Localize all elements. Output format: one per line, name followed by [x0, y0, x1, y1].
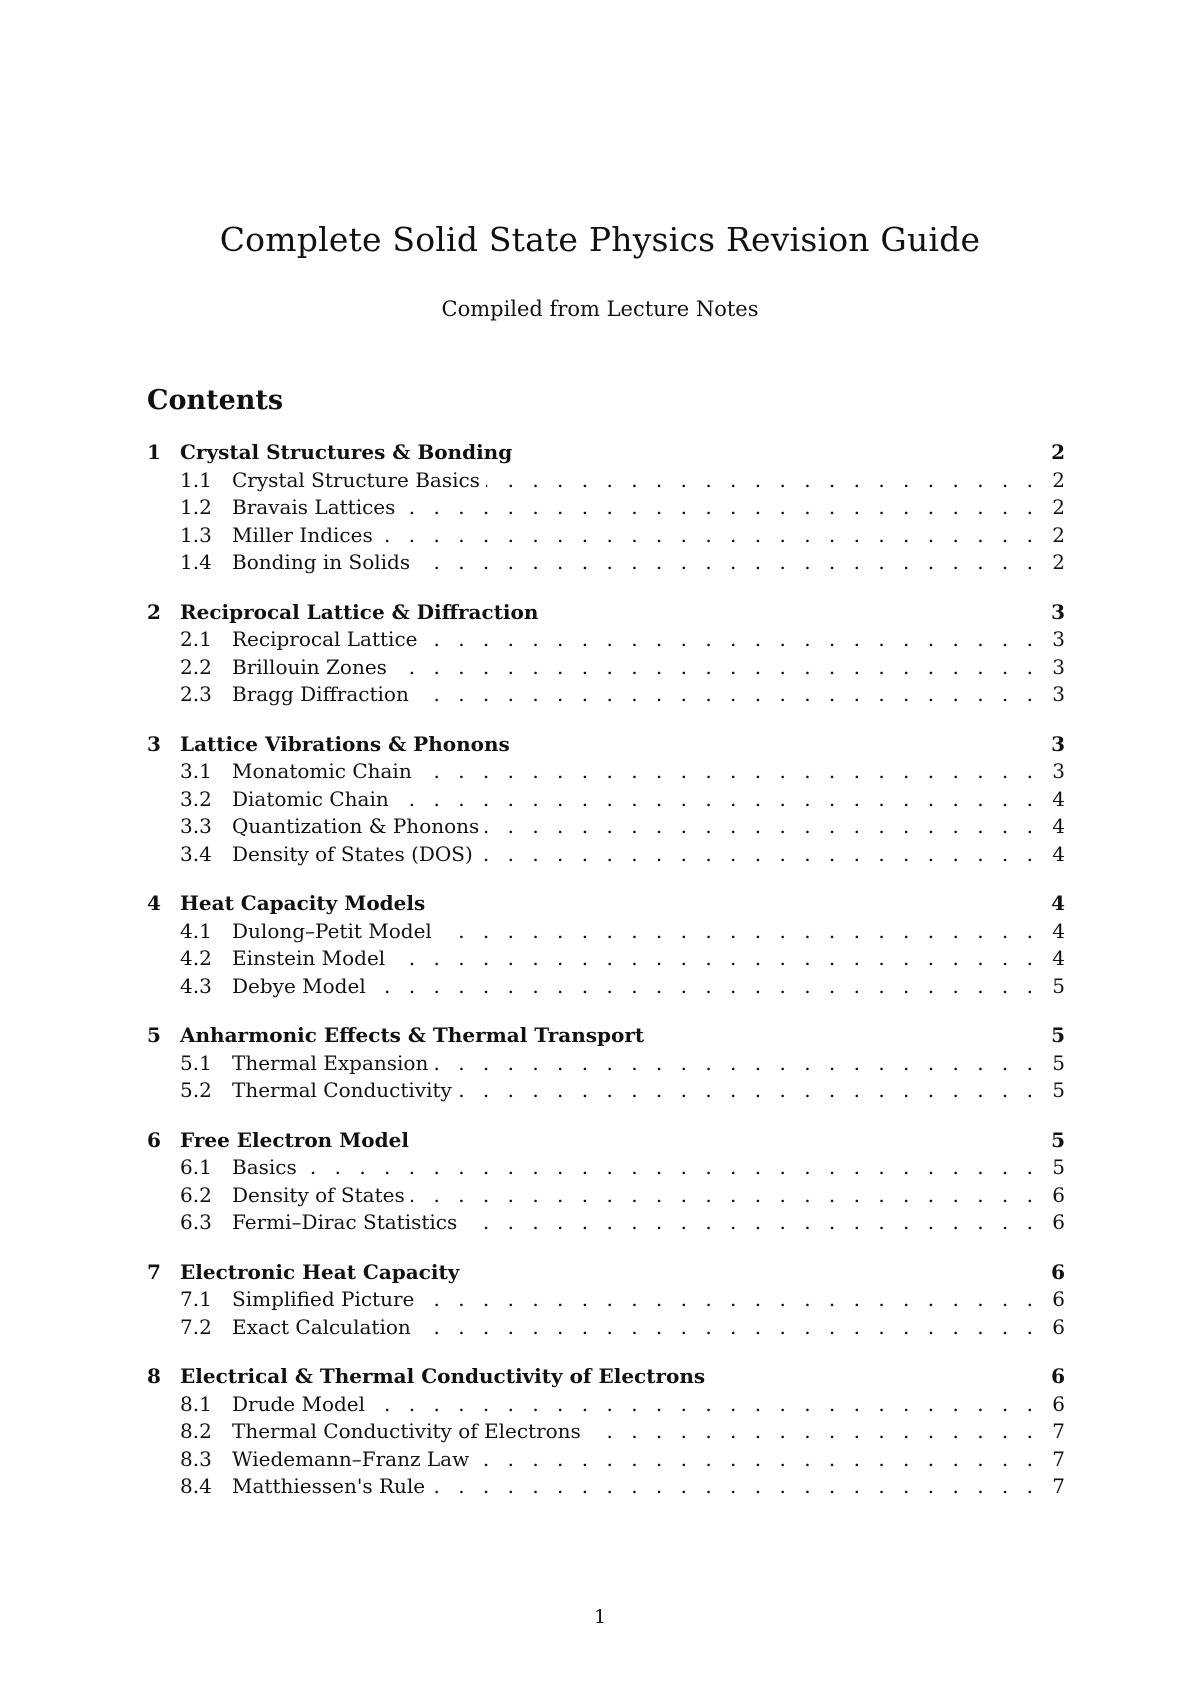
- toc-subsection-label: Exact Calculation: [232, 1314, 411, 1339]
- toc-chapter-number: 7: [147, 1259, 161, 1284]
- toc-subsection-label: Fermi–Dirac Statistics: [232, 1210, 458, 1234]
- toc-subsection-label: Einstein Model: [232, 946, 386, 970]
- toc-subsection-page: 2: [1052, 495, 1065, 519]
- toc-chapter-number: 3: [147, 731, 161, 756]
- toc-section: [147, 600, 1065, 710]
- toc-subsection-label: Wiedemann–Franz Law: [232, 1446, 470, 1471]
- toc-subsection-page: 3: [1052, 627, 1065, 651]
- toc-subsection-entry[interactable]: [147, 974, 1065, 1002]
- toc-subsection-page: 3: [1052, 759, 1065, 783]
- toc-leader-dots: [393, 655, 1039, 679]
- toc-leader-dots: [416, 550, 1039, 574]
- toc-subsection-entry[interactable]: [147, 1447, 1065, 1475]
- toc-subsection-entry[interactable]: [147, 550, 1065, 578]
- toc-subsection-number: 8.2: [180, 1419, 212, 1443]
- toc-subsection-number: 2.2: [180, 654, 212, 679]
- toc-subsection-page: 2: [1052, 467, 1065, 492]
- toc-subsection-number: 2.3: [180, 682, 212, 706]
- toc-subsection-entry[interactable]: [147, 1315, 1065, 1343]
- toc-subsection-number: 3.2: [180, 786, 212, 811]
- toc-subsection-page: 2: [1052, 522, 1065, 547]
- toc-chapter-page: 5: [1051, 1127, 1065, 1152]
- toc-subsection-number: 6.2: [180, 1182, 212, 1207]
- toc-subsection-label: Matthiessen's Rule: [232, 1474, 426, 1498]
- toc-subsection-entry[interactable]: [147, 1287, 1065, 1315]
- toc-subsection-entry[interactable]: [147, 1474, 1065, 1502]
- toc-subsection-number: 8.3: [180, 1446, 212, 1471]
- toc-subsection-number: 7.2: [180, 1314, 212, 1339]
- toc-leader-dots: [417, 1315, 1039, 1339]
- toc-subsection-label: Density of States (DOS): [232, 841, 473, 866]
- toc-subsection-page: 3: [1052, 654, 1065, 679]
- toc-subsection-page: 3: [1052, 682, 1065, 706]
- toc-subsection-page: 7: [1052, 1474, 1065, 1498]
- toc-subsection-number: 8.1: [180, 1391, 212, 1416]
- toc-chapter-number: 1: [147, 440, 161, 464]
- toc-subsection-label: Bonding in Solids: [232, 550, 411, 574]
- toc-chapter-page: 3: [1051, 731, 1065, 756]
- toc-subsection-page: 4: [1052, 786, 1065, 811]
- toc-chapter-number: 8: [147, 1364, 161, 1388]
- toc-chapter-number: 6: [147, 1127, 161, 1152]
- toc-leader-dots: [401, 495, 1039, 519]
- toc-subsection-entry[interactable]: [147, 1155, 1065, 1183]
- toc-subsection-page: 2: [1052, 550, 1065, 574]
- toc-chapter-entry[interactable]: [147, 600, 1065, 628]
- toc-section: [147, 1128, 1065, 1238]
- toc-subsection-label: Bravais Lattices: [232, 495, 396, 519]
- document-subtitle: Compiled from Lecture Notes: [441, 297, 759, 321]
- toc-leader-dots: [379, 523, 1039, 547]
- toc-leader-dots: [486, 468, 1039, 492]
- toc-chapter-label: Lattice Vibrations & Phonons: [180, 731, 510, 756]
- toc-subsection-label: Thermal Conductivity of Electrons: [232, 1419, 581, 1443]
- toc-leader-dots: [463, 1210, 1039, 1234]
- toc-subsection-page: 5: [1052, 973, 1065, 998]
- toc-subsection-entry[interactable]: [147, 1392, 1065, 1420]
- toc-subsection-entry[interactable]: [147, 1078, 1065, 1106]
- toc-subsection-entry[interactable]: [147, 655, 1065, 683]
- toc-chapter-page: 4: [1051, 891, 1065, 915]
- toc-section: [147, 891, 1065, 1001]
- toc-chapter-label: Crystal Structures & Bonding: [180, 440, 513, 464]
- toc-subsection-entry[interactable]: [147, 1210, 1065, 1238]
- toc-subsection-number: 6.1: [180, 1155, 212, 1179]
- contents-heading: Contents: [147, 385, 284, 416]
- toc-leader-dots: [415, 682, 1039, 706]
- toc-leader-dots: [395, 787, 1039, 811]
- toc-chapter-entry[interactable]: [147, 1260, 1065, 1288]
- toc-subsection-page: 7: [1052, 1446, 1065, 1471]
- toc-subsection-entry[interactable]: [147, 495, 1065, 523]
- toc-chapter-number: 5: [147, 1023, 161, 1047]
- toc-subsection-entry[interactable]: [147, 946, 1065, 974]
- toc-chapter-number: 4: [147, 891, 161, 915]
- toc-subsection-entry[interactable]: [147, 842, 1065, 870]
- toc-subsection-number: 1.4: [180, 550, 212, 574]
- toc-section: [147, 732, 1065, 870]
- toc-subsection-label: Brillouin Zones: [232, 654, 387, 679]
- toc-subsection-page: 4: [1052, 841, 1065, 866]
- toc-leader-dots: [475, 1447, 1039, 1471]
- toc-subsection-label: Density of States: [232, 1182, 405, 1207]
- toc-leader-dots: [458, 1078, 1039, 1102]
- toc-subsection-entry[interactable]: [147, 919, 1065, 947]
- toc-chapter-label: Anharmonic Effects & Thermal Transport: [180, 1023, 645, 1047]
- toc-subsection-label: Debye Model: [232, 973, 366, 998]
- toc-subsection-number: 3.4: [180, 841, 212, 866]
- toc-subsection-label: Bragg Diffraction: [232, 682, 409, 706]
- toc-chapter-number: 2: [147, 599, 161, 624]
- toc-leader-dots: [372, 974, 1039, 998]
- page-number: 1: [593, 1606, 607, 1628]
- toc-chapter-page: 5: [1051, 1023, 1065, 1047]
- toc-chapter-page: 3: [1051, 599, 1065, 624]
- toc-subsection-page: 5: [1052, 1078, 1065, 1102]
- toc-chapter-page: 6: [1051, 1364, 1065, 1388]
- toc-subsection-entry[interactable]: [147, 523, 1065, 551]
- toc-subsection-entry[interactable]: [147, 814, 1065, 842]
- toc-subsection-number: 1.3: [180, 522, 212, 547]
- toc-subsection-label: Basics: [232, 1155, 297, 1179]
- toc-subsection-number: 1.1: [180, 467, 212, 492]
- toc-chapter-label: Electrical & Thermal Conductivity of Electrons: [180, 1364, 706, 1388]
- toc-subsection-entry[interactable]: [147, 682, 1065, 710]
- toc-leader-dots: [587, 1419, 1039, 1443]
- toc-chapter-entry[interactable]: [147, 1364, 1065, 1392]
- toc-chapter-entry[interactable]: [147, 1128, 1065, 1156]
- toc-chapter-page: 6: [1051, 1259, 1065, 1284]
- toc-leader-dots: [434, 1051, 1039, 1075]
- toc-chapter-label: Free Electron Model: [180, 1127, 409, 1152]
- toc-subsection-page: 6: [1052, 1314, 1065, 1339]
- toc-subsection-entry[interactable]: [147, 1183, 1065, 1211]
- table-of-contents: [147, 440, 1065, 1524]
- toc-subsection-number: 6.3: [180, 1210, 212, 1234]
- toc-subsection-page: 5: [1052, 1155, 1065, 1179]
- toc-section: [147, 1364, 1065, 1502]
- toc-chapter-label: Reciprocal Lattice & Diffraction: [180, 599, 539, 624]
- toc-subsection-page: 4: [1052, 946, 1065, 970]
- toc-subsection-page: 6: [1052, 1287, 1065, 1311]
- toc-subsection-number: 4.3: [180, 973, 212, 998]
- toc-subsection-entry[interactable]: [147, 1419, 1065, 1447]
- toc-section: [147, 440, 1065, 578]
- toc-leader-dots: [479, 842, 1039, 866]
- toc-chapter-entry[interactable]: [147, 440, 1065, 468]
- toc-subsection-label: Crystal Structure Basics: [232, 467, 480, 492]
- toc-subsection-entry[interactable]: [147, 1051, 1065, 1079]
- toc-subsection-label: Thermal Expansion: [232, 1050, 429, 1075]
- toc-subsection-label: Miller Indices: [232, 522, 373, 547]
- toc-subsection-entry[interactable]: [147, 787, 1065, 815]
- toc-subsection-number: 2.1: [180, 627, 212, 651]
- toc-subsection-entry[interactable]: [147, 627, 1065, 655]
- toc-chapter-label: Heat Capacity Models: [180, 891, 426, 915]
- toc-subsection-page: 6: [1052, 1391, 1065, 1416]
- toc-subsection-label: Diatomic Chain: [232, 786, 389, 811]
- toc-section: [147, 1260, 1065, 1343]
- toc-leader-dots: [371, 1392, 1039, 1416]
- toc-leader-dots: [438, 919, 1039, 943]
- toc-leader-dots: [485, 814, 1039, 838]
- toc-subsection-number: 8.4: [180, 1474, 212, 1498]
- toc-subsection-page: 4: [1052, 918, 1065, 943]
- toc-subsection-label: Monatomic Chain: [232, 759, 412, 783]
- toc-subsection-page: 6: [1052, 1182, 1065, 1207]
- toc-leader-dots: [411, 1183, 1039, 1207]
- toc-subsection-entry[interactable]: [147, 468, 1065, 496]
- toc-subsection-number: 3.3: [180, 814, 212, 838]
- toc-subsection-label: Drude Model: [232, 1391, 366, 1416]
- toc-leader-dots: [303, 1155, 1039, 1179]
- toc-subsection-page: 4: [1052, 814, 1065, 838]
- toc-subsection-label: Quantization & Phonons: [232, 814, 480, 838]
- toc-chapter-entry[interactable]: [147, 891, 1065, 919]
- toc-subsection-number: 7.1: [180, 1287, 212, 1311]
- toc-subsection-number: 5.1: [180, 1050, 212, 1075]
- toc-chapter-entry[interactable]: [147, 1023, 1065, 1051]
- toc-subsection-entry[interactable]: [147, 759, 1065, 787]
- toc-leader-dots: [418, 759, 1039, 783]
- toc-subsection-label: Dulong–Petit Model: [232, 918, 432, 943]
- toc-subsection-number: 4.2: [180, 946, 212, 970]
- toc-leader-dots: [391, 946, 1039, 970]
- toc-subsection-number: 4.1: [180, 918, 212, 943]
- toc-chapter-entry[interactable]: [147, 732, 1065, 760]
- toc-subsection-number: 5.2: [180, 1078, 212, 1102]
- toc-leader-dots: [424, 627, 1040, 651]
- toc-chapter-page: 2: [1051, 440, 1065, 464]
- toc-section: [147, 1023, 1065, 1106]
- toc-subsection-page: 6: [1052, 1210, 1065, 1234]
- toc-subsection-label: Thermal Conductivity: [232, 1078, 452, 1102]
- toc-subsection-label: Reciprocal Lattice: [232, 627, 418, 651]
- toc-chapter-label: Electronic Heat Capacity: [180, 1259, 460, 1284]
- document-title: Complete Solid State Physics Revision Guide: [219, 220, 981, 259]
- toc-leader-dots: [431, 1474, 1039, 1498]
- toc-subsection-number: 3.1: [180, 759, 212, 783]
- toc-subsection-page: 7: [1052, 1419, 1065, 1443]
- toc-subsection-label: Simplified Picture: [232, 1287, 415, 1311]
- toc-subsection-number: 1.2: [180, 495, 212, 519]
- toc-subsection-page: 5: [1052, 1050, 1065, 1075]
- toc-leader-dots: [420, 1287, 1039, 1311]
